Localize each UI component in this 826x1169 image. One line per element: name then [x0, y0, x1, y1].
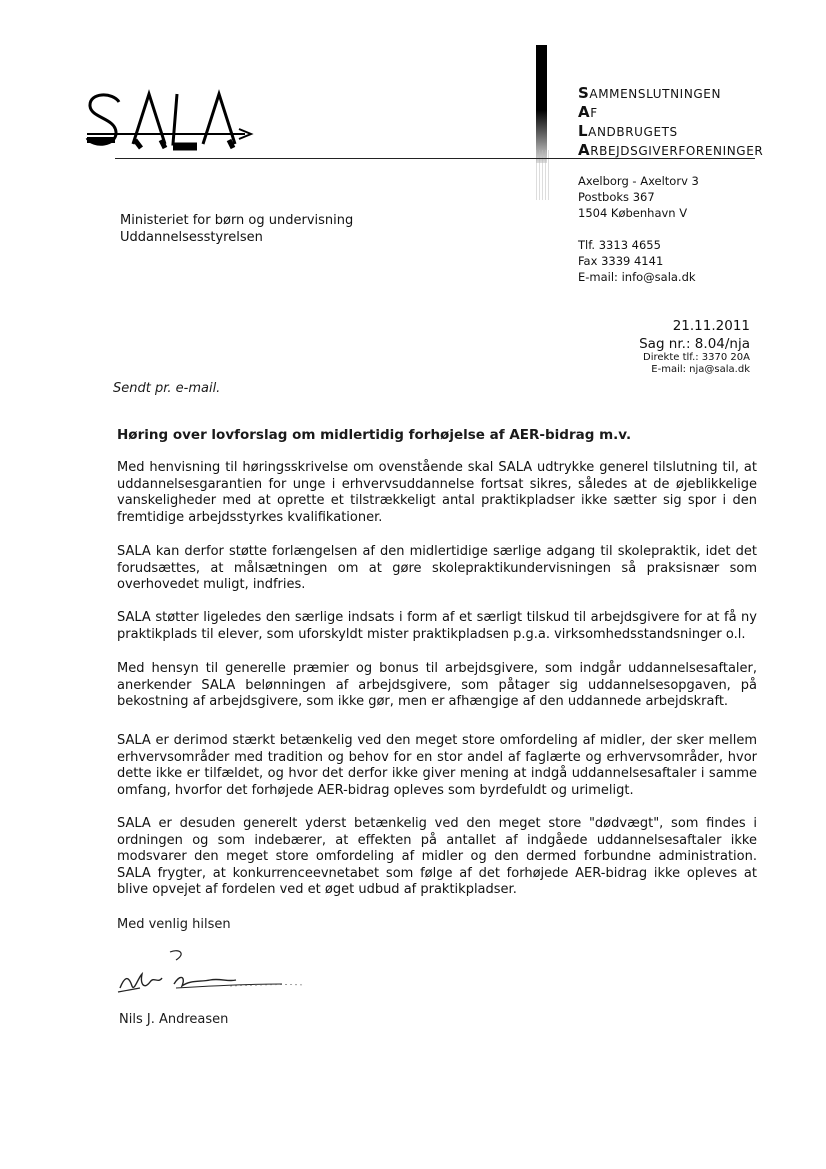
sender-address-line-2: Postboks 367: [578, 190, 655, 204]
body-paragraph-1: Med henvisning til høringsskrivelse om ovenstående skal SALA udtrykke generel tilslutning til, at uddannelsesgarantien for unge i erhvervsuddannelse fortsat sikres, således at de øjeblikkelige vanskeligheder med at oprette et tilstrækkeligt antal praktikpladser ikke sætter sig spor i den fremtidige arbejdsstyrkes kvalifikationer.: [117, 460, 757, 525]
case-number: Sag nr.: 8.04/nja: [639, 336, 750, 352]
org-name-line-2: AF: [578, 103, 598, 121]
signer-name: Nils J. Andreasen: [119, 1012, 229, 1027]
recipient-line-1: Ministeriet for børn og undervisning: [120, 213, 354, 228]
org-name-line-1: SAMMENSLUTNINGEN: [578, 84, 722, 102]
direct-phone: Direkte tlf.: 3370 20A: [643, 352, 750, 363]
body-paragraph-6: SALA er desuden generelt yderst betænkelig ved den meget store "dødvægt", som findes i ordningen og som indebærer, at effekten på antallet af indgåede uddannelsesaftaler ikke modsvarer den meget store omfordeling af midler og den dermed forbundne administration. SALA frygter, at konkurrenceevnetabet som følge af det forhøjede AER-bidrag ikke opleves at blive opvejet af fordelen ved et øget udbud af praktikpladser.: [117, 816, 757, 897]
recipient-line-2: Uddannelsesstyrelsen: [120, 230, 263, 245]
body-paragraph-4: Med hensyn til generelle præmier og bonus til arbejdsgivere, som indgår uddannelsesaftaler, anerkender SALA belønningen af arbejdsgivere, som påtager sig uddannelsesopgaven, på bekostning af arbejdsgivere, som ikke gør, men er afhængige af den uddannede arbejdskraft.: [117, 661, 757, 709]
direct-email: E-mail: nja@sala.dk: [651, 364, 750, 375]
body-paragraph-3: SALA støtter ligeledes den særlige indsats i form af et særligt tilskud til arbejdsgivere for at få ny praktikplads til elever, som uforskyldt mister praktikpladsen p.g.a. virksomhedsstandsninger o.l.: [117, 610, 757, 642]
sender-phone: Tlf. 3313 4655: [578, 238, 661, 252]
header-vertical-bar: [536, 45, 547, 163]
handwritten-signature: [110, 948, 320, 1008]
sender-address-line-3: 1504 København V: [578, 206, 688, 220]
sender-address-line-1: Axelborg - Axeltorv 3: [578, 174, 699, 188]
letter-date: 21.11.2011: [672, 318, 750, 334]
org-name-line-4: ARBEJDSGIVERFORENINGER: [578, 141, 764, 159]
body-paragraph-2: SALA kan derfor støtte forlængelsen af den midlertidige særlige adgang til skolepraktik, idet det forudsættes, at målsætningen om at gøre skolepraktikundervisningen så praksisnær som overhovedet muligt, indfries.: [117, 544, 757, 592]
closing-greeting: Med venlig hilsen: [117, 917, 231, 932]
sender-fax: Fax 3339 4141: [578, 254, 664, 268]
sala-logo: [85, 88, 255, 160]
org-name-line-3: LANDBRUGETS: [578, 122, 678, 140]
sender-email: E-mail: info@sala.dk: [578, 270, 696, 284]
letter-subject: Høring over lovforslag om midlertidig forhøjelse af AER-bidrag m.v.: [117, 427, 632, 443]
sent-via-note: Sendt pr. e-mail.: [113, 381, 221, 396]
body-paragraph-5: SALA er derimod stærkt betænkelig ved den meget store omfordeling af midler, der sker mellem erhvervsområder med tradition og behov for en stor andel af faglærte og erhvervsområder, hvor dette ikke er tilfældet, og hvor det derfor ikke giver mening at indgå uddannelsesaftaler i samme omfang, hvorfor det forhøjede AER-bidrag opleves som byrdefuldt og urimeligt.: [117, 733, 757, 798]
